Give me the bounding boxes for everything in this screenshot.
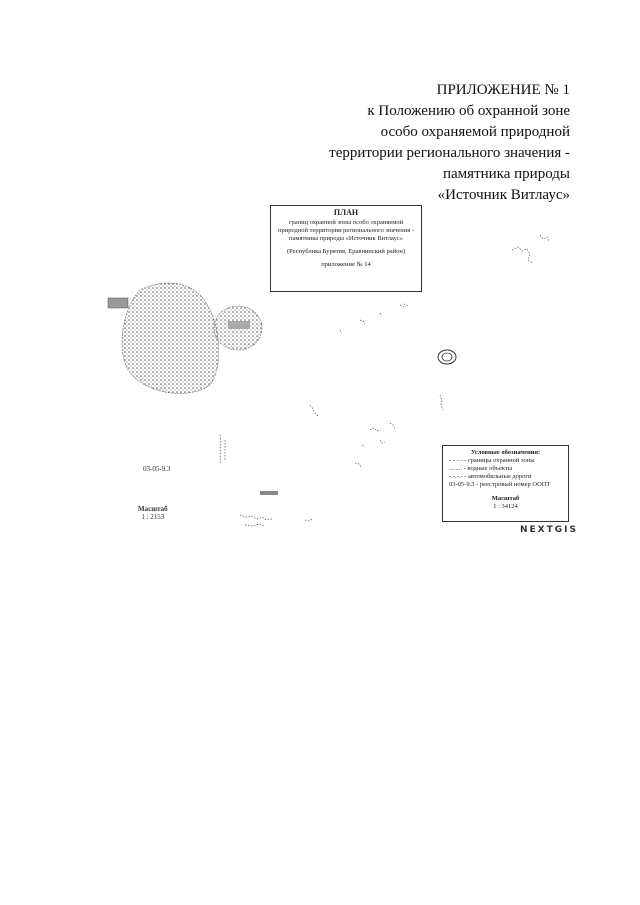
map-marker-bottom [260, 491, 278, 495]
map-area [100, 195, 590, 540]
legend-box [442, 445, 569, 522]
header-line-3: особо охраняемой природной [380, 124, 570, 140]
legend-scale-value: 1 : 34124 [493, 503, 518, 510]
legend-item-water: ........ - водные объекты [449, 465, 513, 472]
registry-number-label: 03-05-9.3 [143, 465, 171, 473]
plan-line-3: памятника природы «Источник Витлаус» [288, 235, 403, 242]
legend-item-boundary: - - - - - границы охранной зоны [449, 457, 535, 464]
plan-region: (Республика Бурятия, Еравнинский район) [286, 248, 406, 255]
legend-item-roads: -.-.-.- - автомобильные дороги [449, 473, 532, 480]
header-line-5: памятника природы [443, 166, 570, 182]
plan-line-2: природной территории регионального значения - [277, 227, 415, 234]
map-scale-left-title: Масштаб [138, 505, 168, 513]
map-scale-left-value: 1 : 2153 [141, 513, 165, 521]
legend-title: Условные обозначения: [470, 449, 541, 456]
map-marker-left [108, 298, 128, 308]
spring-marker [438, 350, 456, 364]
legend-item-registry: 03-05-9.3 - реестровый номер ООПТ [449, 481, 551, 488]
plan-title-box [270, 205, 422, 292]
spring-marker-inner [442, 353, 452, 361]
plan-appendix: приложение № 14 [321, 261, 371, 268]
plan-line-1: границ охранной зоны особо охраняемой [288, 219, 404, 226]
map-scale-left [138, 505, 168, 521]
small-zone-label-mark [228, 321, 250, 329]
appendix-header [329, 80, 570, 206]
header-line-1: ПРИЛОЖЕНИЕ № 1 [436, 82, 570, 98]
header-line-4: территории регионального значения - [329, 145, 570, 161]
large-zone-polygon [122, 283, 219, 393]
water-scatter-bottom [240, 515, 312, 526]
plan-title: ПЛАН [333, 208, 359, 217]
water-scatter-center [220, 395, 443, 467]
header-line-6: «Источник Витлаус» [437, 187, 570, 203]
nextgis-logo: NEXTGIS [520, 525, 578, 535]
legend-scale-title: Масштаб [491, 495, 520, 502]
header-line-2: к Положению об охранной зоне [367, 103, 570, 119]
